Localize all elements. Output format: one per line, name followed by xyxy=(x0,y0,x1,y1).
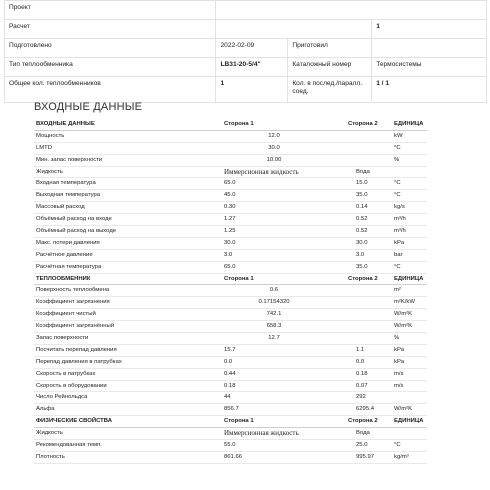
input-header-row xyxy=(34,119,427,131)
input-row xyxy=(34,202,427,214)
physical-properties-row xyxy=(34,428,427,440)
calc-value: 1 xyxy=(372,20,487,39)
row-value: 12.0 xyxy=(268,132,280,139)
row-unit: m/s xyxy=(394,370,404,377)
side1-value: 0.0 xyxy=(224,358,233,365)
row-unit: % xyxy=(394,335,400,342)
side1-value: 15.7 xyxy=(224,346,236,353)
side1-header: Сторона 1 xyxy=(224,121,254,127)
side2-header: Сторона 2 xyxy=(348,275,378,282)
side1-value: 0.44 xyxy=(224,370,236,377)
side1-value: 0.30 xyxy=(224,204,236,211)
physical-properties-row xyxy=(34,452,427,464)
heat-exchanger-row xyxy=(34,404,427,416)
input-row xyxy=(34,214,427,226)
side2-value: 35.0 xyxy=(356,263,368,270)
side2-value: 995.97 xyxy=(356,453,375,460)
input-row xyxy=(34,131,427,143)
physical-properties-row xyxy=(34,440,427,452)
physical-properties-header-label: ФИЗИЧЕСКИЕ СВОЙСТВА xyxy=(36,418,112,425)
side2-value: 30.0 xyxy=(356,239,368,246)
prepared-date: 2022-02-09 xyxy=(216,39,288,58)
side2-value: 3.0 xyxy=(356,251,365,258)
unit-header: ЕДИНИЦА xyxy=(394,275,424,282)
row-value: 0.6 xyxy=(269,287,279,294)
side1-value: Иммерсионная жидкость xyxy=(224,167,299,176)
row-label: Расчётное давление xyxy=(36,251,93,258)
side2-value: 292 xyxy=(356,394,366,401)
row-value: 12.7 xyxy=(268,335,280,342)
side1-value: 0.18 xyxy=(224,382,236,389)
row-unit: W/m²K xyxy=(394,323,412,330)
side2-header: Сторона 2 xyxy=(348,418,378,425)
catalog-label: Каталожный номер xyxy=(288,58,372,77)
row-unit: kPa xyxy=(394,358,405,365)
row-label: LMTD xyxy=(36,144,53,151)
input-row xyxy=(34,238,427,250)
row-unit: W/m²K xyxy=(394,311,412,318)
prepared-by-label: Приготовил xyxy=(288,39,372,58)
row-value: 10.00 xyxy=(266,156,282,163)
data-grid xyxy=(34,119,427,464)
heat-exchanger-row xyxy=(34,345,427,357)
side2-value: 15.0 xyxy=(356,180,368,187)
unit-header: ЕДИНИЦА xyxy=(394,418,424,425)
prepared-label: Подготовлено xyxy=(5,39,216,58)
physical-properties-header-row xyxy=(34,416,427,428)
heat-exchanger-row xyxy=(34,297,427,309)
side2-value: 0.07 xyxy=(356,382,368,389)
prepared-by-value xyxy=(372,39,487,58)
side1-header: Сторона 1 xyxy=(224,275,254,282)
side2-value: 25.0 xyxy=(356,442,368,449)
row-label: Массовый расход xyxy=(36,204,85,211)
report-header-table xyxy=(4,0,487,103)
row-unit: kg/m³ xyxy=(394,453,409,460)
side2-value: Вода xyxy=(356,168,370,175)
side1-value: 1.25 xyxy=(224,228,236,235)
row-label: Плотность xyxy=(36,453,65,460)
row-unit: kPa xyxy=(394,346,405,353)
row-unit: % xyxy=(394,156,400,163)
input-row xyxy=(34,155,427,167)
row-label: Коэффициент загрязнения xyxy=(36,299,110,306)
input-row xyxy=(34,178,427,190)
row-label: Мин. запас поверхности xyxy=(36,156,103,163)
heat-exchanger-header-row xyxy=(34,274,427,286)
row-label: Посчитать перепад давления xyxy=(36,346,117,353)
heat-exchanger-row xyxy=(34,285,427,297)
row-unit: kg/s xyxy=(394,204,405,211)
row-unit: °C xyxy=(394,263,401,270)
input-row xyxy=(34,262,427,274)
row-label: Запас поверхности xyxy=(36,335,89,342)
row-label: Число Рейнольдса xyxy=(36,394,88,401)
row-label: Макс. потери давления xyxy=(36,239,100,246)
row-label: Рекомендованная темп. xyxy=(36,442,102,449)
side2-value: 1.1 xyxy=(356,346,365,353)
project-value xyxy=(216,1,487,20)
row-label: Перепад давления в патрубках xyxy=(36,358,122,365)
input-header-label: ВХОДНЫЕ ДАННЫЕ xyxy=(36,121,95,127)
arrangement-value: 1 / 1 xyxy=(372,77,487,103)
row-unit: kPa xyxy=(394,239,405,246)
heat-exchanger-row xyxy=(34,321,427,333)
side1-value: 65.0 xyxy=(224,180,236,187)
row-value: 30.0 xyxy=(268,144,280,151)
row-label: Коэффициент загрязнённый xyxy=(36,323,115,330)
row-unit: °C xyxy=(394,192,401,199)
side2-value: 0.52 xyxy=(356,216,368,223)
row-unit: m³/h xyxy=(394,216,406,223)
row-label: Альфа xyxy=(36,406,55,413)
side2-value: 0.0 xyxy=(356,358,365,365)
row-label: Объёмный расход на выходе xyxy=(36,228,117,235)
total-label: Общее кол. теплообменников xyxy=(5,77,216,103)
project-label: Проект xyxy=(5,1,216,20)
heat-exchanger-row xyxy=(34,381,427,393)
heat-exchanger-row xyxy=(34,392,427,404)
input-row xyxy=(34,143,427,155)
side1-value: 1.27 xyxy=(224,216,236,223)
arrangement-label: Кол. в послед./паралл. соед. xyxy=(288,77,372,103)
heat-exchanger-header-label: ТЕПЛООБМЕННИК xyxy=(36,275,91,282)
side1-value: 44 xyxy=(224,394,231,401)
calc-mid xyxy=(216,20,372,39)
heat-exchanger-row xyxy=(34,309,427,321)
side2-value: 0.52 xyxy=(356,228,368,235)
unit-header: ЕДИНИЦА xyxy=(394,121,424,127)
row-unit: °C xyxy=(394,442,401,449)
side1-value: 45.0 xyxy=(224,192,236,199)
row-label: Мощность xyxy=(36,132,65,139)
row-unit: °C xyxy=(394,180,401,187)
total-value: 1 xyxy=(216,77,288,103)
side1-value: Иммерсионная жидкость xyxy=(224,429,299,438)
input-row xyxy=(34,250,427,262)
heat-exchanger-row xyxy=(34,333,427,345)
side1-value: 856.7 xyxy=(224,406,239,413)
side1-value: 3.0 xyxy=(224,251,233,258)
catalog-value: Термосистемы xyxy=(372,58,487,77)
row-unit: m³/h xyxy=(394,228,406,235)
type-value: LB31-20-5/4" xyxy=(216,58,288,77)
row-unit: m²K/kW xyxy=(394,299,415,306)
side2-value: 0.18 xyxy=(356,370,368,377)
side2-value: 35.0 xyxy=(356,192,368,199)
row-label: Скорость в патрубках xyxy=(36,370,96,377)
row-unit: m² xyxy=(394,287,401,294)
row-value: 0.17154320 xyxy=(258,299,290,306)
side1-value: 55.0 xyxy=(224,442,236,449)
side2-value: 6295.4 xyxy=(356,406,375,413)
heat-exchanger-row xyxy=(34,357,427,369)
side1-header: Сторона 1 xyxy=(224,418,254,425)
row-label: Жидкость xyxy=(36,168,63,175)
calc-label: Расчет xyxy=(5,20,216,39)
row-label: Расчётная температура xyxy=(36,263,102,270)
row-unit: kW xyxy=(394,132,403,139)
row-label: Поверхность теплообмена xyxy=(36,287,110,294)
section-title: ВХОДНЫЕ ДАННЫЕ xyxy=(34,101,143,113)
row-unit: W/m²K xyxy=(394,406,412,413)
row-label: Выходная температура xyxy=(36,192,101,199)
side1-value: 65.0 xyxy=(224,263,236,270)
row-label: Объёмный расход на входе xyxy=(36,216,112,223)
heat-exchanger-row xyxy=(34,369,427,381)
side2-value: 0.14 xyxy=(356,204,368,211)
input-row xyxy=(34,226,427,238)
side1-value: 861.66 xyxy=(224,453,243,460)
row-label: Коэффициент чистый xyxy=(36,311,96,318)
input-row xyxy=(34,190,427,202)
row-label: Жидкость xyxy=(36,430,63,437)
row-unit: bar xyxy=(394,251,403,258)
side2-value: Вода xyxy=(356,430,370,437)
row-label: Входная температура xyxy=(36,180,96,187)
side2-header: Сторона 2 xyxy=(348,121,378,127)
type-label: Тип теплообменника xyxy=(5,58,216,77)
row-value: 742.1 xyxy=(266,311,282,318)
row-label: Скорость в оборудовании xyxy=(36,382,107,389)
row-value: 658.3 xyxy=(266,323,282,330)
side1-value: 30.0 xyxy=(224,239,236,246)
row-unit: °C xyxy=(394,144,401,151)
input-row xyxy=(34,167,427,179)
row-unit: m/s xyxy=(394,382,404,389)
